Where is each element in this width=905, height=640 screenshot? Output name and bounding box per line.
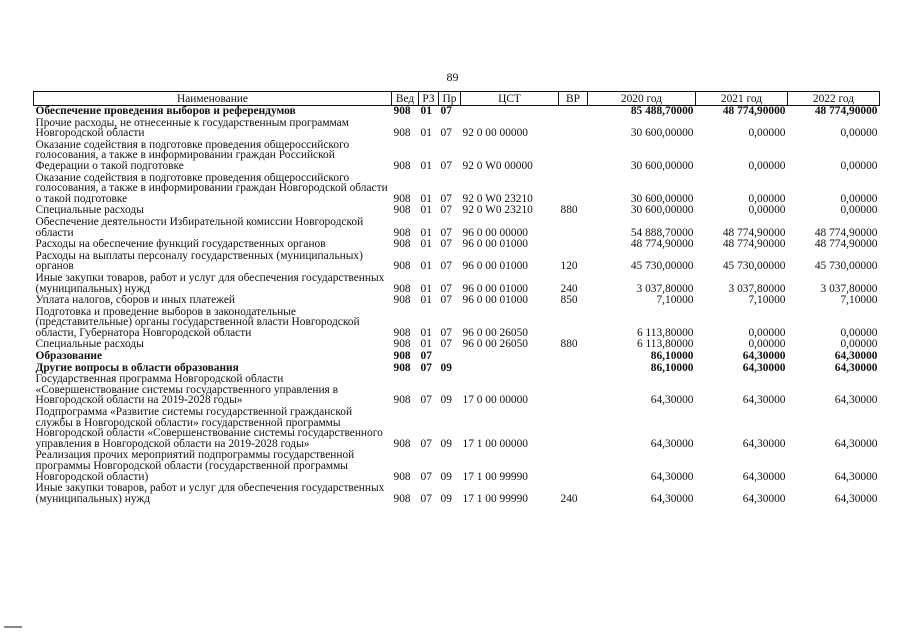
cell-y2020: 86,10000 — [650, 351, 694, 363]
cell-rz: 01 — [420, 192, 432, 205]
table-header-row — [34, 92, 880, 106]
header-rz: РЗ — [419, 92, 439, 106]
cell-y2022: 0,00000 — [840, 192, 878, 205]
cell-y2022: 7,10000 — [840, 295, 878, 307]
cell-rz: 01 — [420, 105, 432, 117]
cell-cst: 17 1 00 99990 — [462, 492, 528, 505]
cell-pr: 07 — [440, 282, 452, 295]
cell-y2020: 30 600,00000 — [630, 127, 694, 140]
cell-name: Специальные расходы — [35, 205, 144, 217]
table-row — [34, 251, 880, 273]
cell-y2022: 0,00000 — [840, 339, 878, 351]
cell-y2020: 30 600,00000 — [630, 159, 694, 172]
cell-pr: 09 — [440, 437, 452, 450]
cell-y2021: 64,30000 — [742, 437, 786, 450]
cell-y2020: 54 888,70000 — [630, 226, 694, 239]
cell-vr: 120 — [560, 260, 578, 273]
cell-pr: 07 — [440, 105, 452, 117]
cell-cst: 92 0 W0 23210 — [462, 192, 533, 205]
cell-vr — [559, 363, 588, 375]
header-name: Наименование — [34, 92, 392, 106]
cell-y2020: 3 037,80000 — [636, 282, 694, 295]
cell-y2020: 48 774,90000 — [630, 239, 694, 251]
cell-vr — [559, 450, 588, 483]
cell-name: Прочие расходы, не отнесенные к государственным программам Новгородской области — [35, 117, 349, 140]
cell-vr — [559, 217, 588, 239]
cell-pr: 09 — [440, 394, 452, 407]
cell-ved: 908 — [393, 351, 411, 363]
cell-vr: 880 — [560, 205, 578, 217]
cell-ved: 908 — [393, 192, 411, 205]
cell-ved: 908 — [393, 437, 411, 450]
cell-vr: 880 — [560, 339, 578, 351]
cell-name: Иные закупки товаров, работ и услуг для обеспечения государственных (муниципальных) нужд — [35, 483, 385, 505]
cell-ved: 908 — [393, 492, 411, 505]
cell-vr — [559, 239, 588, 251]
cell-rz: 01 — [420, 260, 432, 273]
cell-y2022: 48 774,90000 — [814, 239, 878, 251]
header-ved: Вед — [392, 92, 419, 106]
cell-y2022: 0,00000 — [840, 127, 878, 140]
cell-y2021: 64,30000 — [742, 492, 786, 505]
header-pr: Пр — [439, 92, 461, 106]
cell-name: Обеспечение проведения выборов и референдумов — [35, 105, 296, 117]
table-row — [34, 295, 880, 307]
cell-y2022: 64,30000 — [834, 362, 878, 374]
cell-pr: 07 — [440, 239, 452, 251]
cell-pr: 07 — [440, 260, 452, 273]
cell-y2022: 45 730,00000 — [814, 260, 878, 273]
table-row — [34, 374, 880, 407]
cell-y2022: 0,00000 — [840, 205, 878, 217]
cell-pr: 07 — [440, 226, 452, 239]
cell-cst — [461, 351, 559, 363]
cell-y2022: 64,30000 — [834, 351, 878, 363]
cell-cst: 96 0 00 01000 — [462, 295, 528, 307]
cell-vr — [559, 374, 588, 407]
table-row — [34, 173, 880, 206]
cell-name: Оказание содействия в подготовке проведения общероссийского голосования, а также в информировании граждан Новгородской области о такой подготовке — [35, 172, 388, 205]
budget-table — [33, 91, 880, 505]
cell-cst: 92 0 W0 00000 — [462, 159, 533, 172]
cell-pr: 07 — [440, 192, 452, 205]
cell-name: Оказание содействия в подготовке проведения общероссийского голосования, а также в информировании граждан Российской Федерации о такой подготовке — [35, 139, 350, 172]
table-row — [34, 351, 880, 363]
header-vr: ВР — [559, 92, 588, 106]
cell-y2021: 0,00000 — [748, 159, 786, 172]
cell-cst — [461, 363, 559, 375]
cell-ved: 908 — [393, 239, 411, 251]
page-number: 89 — [446, 70, 459, 84]
cell-ved: 908 — [393, 295, 411, 307]
cell-cst: 17 1 00 99990 — [462, 470, 528, 483]
cell-ved: 908 — [393, 362, 411, 374]
table-row — [34, 363, 880, 375]
cell-cst: 96 0 00 26050 — [462, 326, 528, 339]
cell-y2021: 7,10000 — [748, 295, 786, 307]
cell-y2022: 48 774,90000 — [814, 105, 878, 117]
table-row — [34, 118, 880, 140]
cell-pr: 07 — [440, 326, 452, 339]
cell-y2021: 64,30000 — [742, 470, 786, 483]
cell-cst: 96 0 00 26050 — [462, 339, 528, 351]
cell-y2021: 3 037,80000 — [728, 282, 786, 295]
cell-name: Расходы на выплаты персоналу государственных (муниципальных) органов — [35, 250, 363, 273]
table-row — [34, 106, 880, 118]
cell-ved: 908 — [393, 127, 411, 140]
cell-rz: 01 — [420, 159, 432, 172]
cell-name: Образование — [35, 351, 103, 363]
cell-rz: 01 — [420, 295, 432, 307]
cell-cst: 96 0 00 01000 — [462, 260, 528, 273]
cell-y2021: 64,30000 — [742, 362, 786, 374]
cell-y2021: 0,00000 — [748, 339, 786, 351]
cell-ved: 908 — [393, 326, 411, 339]
cell-vr — [559, 307, 588, 340]
cell-name: Реализация прочих мероприятий подпрограммы государственной программы Новгородской области (государственной программы Новгородской области) — [35, 450, 355, 483]
cell-vr — [559, 351, 588, 363]
cell-ved: 908 — [393, 226, 411, 239]
cell-y2020: 6 113,80000 — [636, 326, 694, 339]
cell-y2021: 0,00000 — [748, 192, 786, 205]
cell-y2021: 0,00000 — [748, 326, 786, 339]
cell-cst: 92 0 00 00000 — [462, 127, 528, 140]
cell-y2020: 64,30000 — [650, 492, 694, 505]
cell-y2021: 48 774,90000 — [722, 239, 786, 251]
cell-y2020: 6 113,80000 — [636, 339, 694, 351]
cell-pr — [439, 351, 461, 363]
cell-rz: 07 — [420, 351, 432, 363]
cell-ved: 908 — [393, 470, 411, 483]
cell-ved: 908 — [393, 159, 411, 172]
cell-name: Расходы на обеспечение функций государственных органов — [35, 239, 326, 251]
cell-name: Обеспечение деятельности Избирательной комиссии Новгородской области — [35, 216, 364, 239]
cell-vr — [559, 407, 588, 450]
cell-y2022: 64,30000 — [834, 394, 878, 407]
cell-rz: 01 — [420, 339, 432, 351]
cell-name: Иные закупки товаров, работ и услуг для обеспечения государственных (муниципальных) нужд — [35, 272, 385, 295]
cell-pr: 09 — [440, 362, 452, 374]
header-2020: 2020 год — [588, 92, 696, 106]
cell-y2020: 7,10000 — [656, 295, 694, 307]
cell-y2022: 64,30000 — [834, 470, 878, 483]
cell-rz: 07 — [420, 394, 432, 407]
cell-y2021: 64,30000 — [742, 351, 786, 363]
cell-y2020: 45 730,00000 — [630, 260, 694, 273]
cell-vr: 240 — [560, 282, 578, 295]
table-row — [34, 239, 880, 251]
cell-y2020: 30 600,00000 — [630, 205, 694, 217]
cell-ved: 908 — [393, 394, 411, 407]
cell-name: Подготовка и проведение выборов в законодательные (представительные) органы государственной власти Новгородской области, Губернатора Новгородской области — [35, 306, 360, 339]
cell-vr: 240 — [560, 492, 578, 505]
cell-y2021: 48 774,90000 — [722, 226, 786, 239]
table-row — [34, 140, 880, 173]
cell-vr — [559, 140, 588, 173]
cell-y2020: 64,30000 — [650, 394, 694, 407]
cell-name: Другие вопросы в области образования — [35, 362, 239, 374]
cell-rz: 01 — [420, 239, 432, 251]
table-body — [34, 106, 880, 506]
cell-cst: 92 0 W0 23210 — [462, 205, 533, 217]
cell-rz: 01 — [420, 282, 432, 295]
cell-rz: 07 — [420, 362, 432, 374]
cell-pr: 07 — [440, 295, 452, 307]
cell-y2022: 3 037,80000 — [820, 282, 878, 295]
table-row — [34, 339, 880, 351]
cell-cst: 17 0 00 00000 — [462, 394, 528, 407]
table-row — [34, 483, 880, 505]
cell-vr — [559, 106, 588, 118]
cell-rz: 01 — [420, 326, 432, 339]
header-2022: 2022 год — [788, 92, 880, 106]
cell-ved: 908 — [393, 105, 411, 117]
cell-y2020: 64,30000 — [650, 470, 694, 483]
cell-y2020: 85 488,70000 — [630, 105, 694, 117]
cell-y2021: 48 774,90000 — [722, 105, 786, 117]
cell-name: Подпрограмма «Развитие системы государственной гражданской службы в Новгородской области» государственной программы Новгородской области «Совершенствование системы государственного управления в Новгородской области на 2019-2028 годы» — [35, 407, 383, 450]
cell-vr — [559, 118, 588, 140]
cell-ved: 908 — [393, 339, 411, 351]
cell-y2022: 0,00000 — [840, 159, 878, 172]
table-row — [34, 217, 880, 239]
cell-vr: 850 — [560, 295, 578, 307]
cell-cst: 96 0 00 01000 — [462, 239, 528, 251]
cell-y2020: 64,30000 — [650, 437, 694, 450]
cell-pr: 07 — [440, 159, 452, 172]
cell-y2021: 0,00000 — [748, 127, 786, 140]
cell-ved: 908 — [393, 205, 411, 217]
cell-pr: 09 — [440, 492, 452, 505]
cell-y2021: 0,00000 — [748, 205, 786, 217]
cell-rz: 07 — [420, 437, 432, 450]
cell-rz: 01 — [420, 226, 432, 239]
cell-y2021: 64,30000 — [742, 394, 786, 407]
header-cst: ЦСТ — [461, 92, 559, 106]
cell-vr — [559, 173, 588, 206]
cell-y2022: 64,30000 — [834, 437, 878, 450]
cell-y2020: 86,10000 — [650, 362, 694, 374]
cell-name: Государственная программа Новгородской области «Совершенствование системы государственного управления в Новгородской области на 2019-2028 годы» — [35, 374, 339, 407]
header-2021: 2021 год — [696, 92, 788, 106]
table-row — [34, 273, 880, 295]
cell-y2020: 30 600,00000 — [630, 192, 694, 205]
cell-ved: 908 — [393, 260, 411, 273]
cell-pr: 09 — [440, 470, 452, 483]
cell-pr: 07 — [440, 127, 452, 140]
cell-pr: 07 — [440, 205, 452, 217]
cell-cst: 96 0 00 01000 — [462, 282, 528, 295]
footer-mark — [4, 626, 22, 628]
table-row — [34, 205, 880, 217]
cell-rz: 01 — [420, 205, 432, 217]
cell-rz: 01 — [420, 127, 432, 140]
cell-rz: 07 — [420, 470, 432, 483]
cell-name: Уплата налогов, сборов и иных платежей — [35, 295, 235, 307]
cell-cst: 96 0 00 00000 — [462, 226, 528, 239]
cell-y2022: 64,30000 — [834, 492, 878, 505]
cell-cst — [461, 106, 559, 118]
table-row — [34, 407, 880, 450]
table-row — [34, 450, 880, 483]
cell-ved: 908 — [393, 282, 411, 295]
cell-y2021: 45 730,00000 — [722, 260, 786, 273]
cell-name: Специальные расходы — [35, 339, 144, 351]
cell-rz: 07 — [420, 492, 432, 505]
cell-pr: 07 — [440, 339, 452, 351]
cell-cst: 17 1 00 00000 — [462, 437, 528, 450]
cell-y2022: 0,00000 — [840, 326, 878, 339]
cell-y2022: 48 774,90000 — [814, 226, 878, 239]
table-row — [34, 307, 880, 340]
